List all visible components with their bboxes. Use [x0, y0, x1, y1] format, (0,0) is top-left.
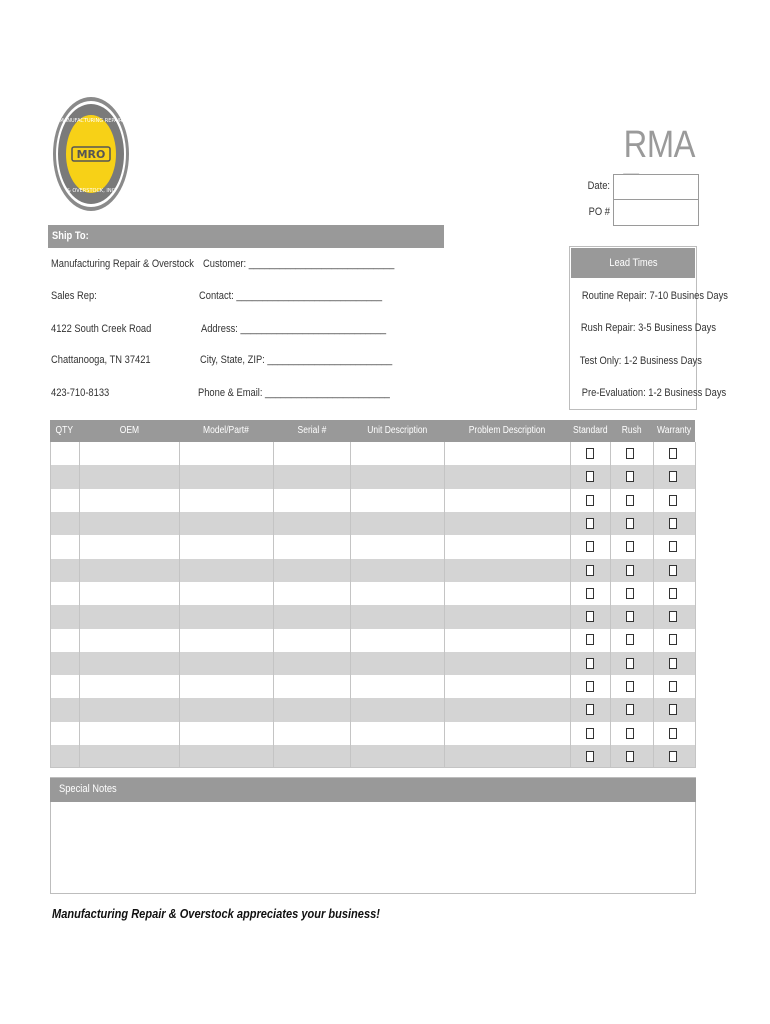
lead-times-header: Lead Times	[571, 248, 695, 278]
ship-to-header: Ship To:	[48, 225, 444, 248]
phone-number: 423-710-8133	[51, 387, 110, 399]
col-warranty: Warranty	[656, 425, 692, 436]
warranty-checkbox[interactable]	[669, 681, 677, 692]
warranty-checkbox[interactable]	[669, 728, 677, 739]
standard-checkbox[interactable]	[586, 751, 594, 762]
table-column-divider	[350, 442, 351, 768]
col-problem-description: Problem Description	[468, 425, 546, 436]
standard-checkbox[interactable]	[586, 704, 594, 715]
col-standard: Standard	[573, 425, 608, 436]
warranty-checkbox[interactable]	[669, 634, 677, 645]
standard-checkbox[interactable]	[586, 611, 594, 622]
rush-checkbox[interactable]	[626, 634, 634, 645]
table-column-divider	[50, 442, 51, 768]
table-column-divider	[653, 442, 654, 768]
standard-checkbox[interactable]	[586, 681, 594, 692]
rush-checkbox[interactable]	[626, 751, 634, 762]
col-model-part: Model/Part#	[203, 425, 249, 436]
rush-checkbox[interactable]	[626, 704, 634, 715]
lead-time-test: Test Only: 1-2 Business Days	[579, 355, 702, 367]
warranty-checkbox[interactable]	[669, 565, 677, 576]
po-field[interactable]	[613, 199, 699, 226]
company-name: Manufacturing Repair & Overstock	[51, 258, 194, 270]
table-row	[50, 652, 695, 676]
col-unit-description: Unit Description	[366, 425, 428, 436]
table-column-divider	[273, 442, 274, 768]
warranty-checkbox[interactable]	[669, 658, 677, 669]
table-column-divider	[79, 442, 80, 768]
rush-checkbox[interactable]	[626, 565, 634, 576]
standard-checkbox[interactable]	[586, 448, 594, 459]
standard-checkbox[interactable]	[586, 565, 594, 576]
warranty-checkbox[interactable]	[669, 448, 677, 459]
address-field[interactable]: Address: ____________________________	[201, 323, 387, 335]
rush-checkbox[interactable]	[626, 541, 634, 552]
col-oem: OEM	[119, 425, 139, 436]
city-state-zip-field[interactable]: City, State, ZIP: ________________________	[200, 354, 393, 366]
warranty-checkbox[interactable]	[669, 471, 677, 482]
date-field[interactable]	[613, 174, 699, 201]
logo-center-text: MRO	[76, 148, 106, 161]
table-row	[50, 745, 695, 769]
col-qty: QTY	[55, 425, 74, 436]
rush-checkbox[interactable]	[626, 588, 634, 599]
items-table-header	[50, 420, 695, 442]
warranty-checkbox[interactable]	[669, 518, 677, 529]
city-state-zip: Chattanooga, TN 37421	[51, 354, 151, 366]
standard-checkbox[interactable]	[586, 634, 594, 645]
standard-checkbox[interactable]	[586, 541, 594, 552]
col-rush: Rush	[621, 425, 642, 436]
table-row	[50, 512, 695, 536]
customer-field[interactable]: Customer: ____________________________	[203, 258, 395, 270]
standard-checkbox[interactable]	[586, 728, 594, 739]
table-row	[50, 628, 695, 652]
phone-email-field[interactable]: Phone & Email: ________________________	[198, 387, 390, 399]
po-label: PO #	[588, 206, 610, 218]
table-column-divider	[695, 442, 696, 768]
warranty-checkbox[interactable]	[669, 751, 677, 762]
rush-checkbox[interactable]	[626, 518, 634, 529]
lead-time-rush: Rush Repair: 3-5 Business Days	[580, 322, 717, 334]
logo-ring-text-top: MANUFACTURING REPAIR	[59, 118, 123, 124]
table-row	[50, 722, 695, 746]
standard-checkbox[interactable]	[586, 518, 594, 529]
special-notes-header: Special Notes	[50, 778, 696, 802]
warranty-checkbox[interactable]	[669, 704, 677, 715]
rush-checkbox[interactable]	[626, 495, 634, 506]
rush-checkbox[interactable]	[626, 728, 634, 739]
standard-checkbox[interactable]	[586, 495, 594, 506]
standard-checkbox[interactable]	[586, 658, 594, 669]
col-serial: Serial #	[297, 425, 326, 436]
rush-checkbox[interactable]	[626, 611, 634, 622]
warranty-checkbox[interactable]	[669, 541, 677, 552]
table-row	[50, 535, 695, 559]
table-row	[50, 442, 695, 466]
table-bottom-border	[50, 767, 695, 768]
date-label: Date:	[587, 180, 610, 192]
street-address: 4122 South Creek Road	[51, 323, 152, 335]
rush-checkbox[interactable]	[626, 448, 634, 459]
rush-checkbox[interactable]	[626, 471, 634, 482]
rush-checkbox[interactable]	[626, 681, 634, 692]
footer-message: Manufacturing Repair & Overstock appreciates your business!	[52, 906, 380, 921]
table-row	[50, 559, 695, 583]
sales-rep-label: Sales Rep:	[51, 290, 97, 302]
table-row	[50, 698, 695, 722]
table-row	[50, 465, 695, 489]
table-column-divider	[179, 442, 180, 768]
rush-checkbox[interactable]	[626, 658, 634, 669]
warranty-checkbox[interactable]	[669, 611, 677, 622]
page-title: RMA	[623, 124, 695, 166]
logo-ring-text-bottom: & OVERSTOCK, INC	[66, 188, 116, 194]
standard-checkbox[interactable]	[586, 588, 594, 599]
table-column-divider	[570, 442, 571, 768]
table-row	[50, 675, 695, 699]
lead-time-routine: Routine Repair: 7-10 Busines Days	[581, 290, 728, 302]
table-row	[50, 489, 695, 513]
table-column-divider	[444, 442, 445, 768]
table-column-divider	[610, 442, 611, 768]
mro-logo	[52, 96, 130, 212]
table-row	[50, 582, 695, 606]
contact-field[interactable]: Contact: ____________________________	[199, 290, 383, 302]
table-row	[50, 605, 695, 629]
standard-checkbox[interactable]	[586, 471, 594, 482]
lead-time-pre-eval: Pre-Evaluation: 1-2 Business Days	[581, 387, 727, 399]
warranty-checkbox[interactable]	[669, 588, 677, 599]
warranty-checkbox[interactable]	[669, 495, 677, 506]
